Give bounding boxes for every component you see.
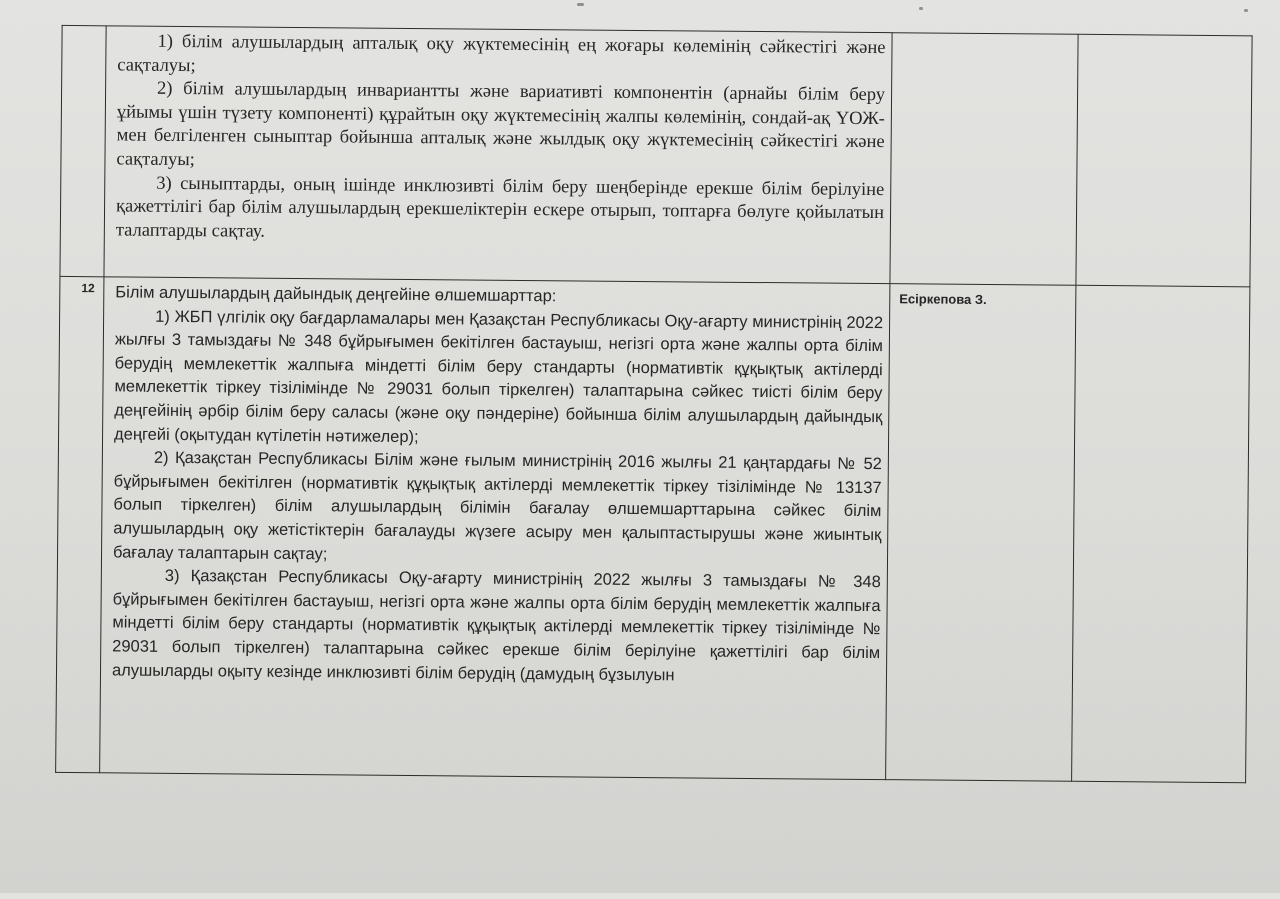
row-number — [63, 26, 106, 30]
row-number-cell — [56, 276, 104, 772]
empty-cell — [1072, 285, 1250, 782]
criteria-paragraph: 3) сыныптарды, оның ішінде инклюзивті білім беру шеңберінде ерекше білім берілуіне қажеттілігі бар білім алушылардың ерекшеліктерін ескере отырып, топтарға бөлуге қойылатын талаптарды сақтау. — [115, 173, 885, 242]
responsible-cell — [890, 33, 1078, 286]
row-number-cell — [60, 25, 106, 276]
criteria-paragraph: 3) Қазақстан Республикасы Оқу-ағарту министрінің 2022 жылғы 3 тамыздағы № 348 бұйрығымен бекітілген бастауыш, негізгі орта және жалпы орта білім берудің мемлекеттік жалпыға міндетті білім беру стандарты (нормативтік құқықтық актілерді мемлекеттік тіркеу тізілімінде № 29031 болып тіркелген) талаптарына сәйкес ерекше білім берілуіне қажеттілігі бар білім алушыларды оқыту кезінде инклюзивті білім берудің (дамудың бұзылуын — [111, 566, 881, 684]
requirements-table — [55, 25, 1252, 783]
responsible-cell — [886, 284, 1076, 782]
table-row — [56, 276, 1250, 782]
table-row — [60, 25, 1252, 286]
row-number: 12 — [81, 281, 95, 296]
criteria-paragraph: 2) Қазақстан Республикасы Білім және ғылым министрінің 2016 жылғы 21 қаңтардағы № 52 бұйрығымен бекітілген (нормативтік құқықтық актілерді мемлекеттік тіркеу тізілімінде № 13137 болып тіркелген) білім алушылардың білімін бағалау өлшемшарттарына сәйкес білім алушылардың оқу жетістіктерін бағалауды жүзеге асыру мен қалыптастырушы және жиынтық бағалау талаптарын сақтау; — [112, 448, 882, 563]
criteria-paragraph: 1) ЖБП үлгілік оқу бағдарламалары мен Қазақстан Республикасы Оқу-ағарту министрінің 2022 жылғы 3 тамыздағы № 348 бұйрығымен бекітілген бастауыш, негізгі орта және жалпы орта білім берудің мемлекеттік жалпыға міндетті білім беру стандарты (нормативтік құқықтық актілерді мемлекеттік тіркеу тізілімінде № 29031 болып тіркелген) талаптарына сәйкес тиісті білім беру деңгейінің әрбір білім беру саласы (және оқу пәндеріне) бойынша білім алушылардың дайындық деңгейі (оқытудан күтілетін нәтижелер); — [114, 307, 884, 446]
criteria-paragraph: 2) білім алушылардың инвариантты және вариативті компонентін (арнайы білім беру ұйымы үшін түзету компоненті) құрайтын оқу жүктемесінің жалпы көлемінің, сондай-ақ ҮОЖ-мен белгіленген сыныптар бойынша апталық және жылдық оқу жүктемесінің сәйкестігі және сақталуы; — [116, 78, 886, 171]
criteria-heading: Білім алушылардың дайындық деңгейіне өлшемшарттар: — [115, 283, 557, 306]
responsible-name: Есіркепова З. — [899, 291, 987, 308]
responsible-name — [893, 33, 1078, 42]
criteria-paragraph: 1) білім алушылардың апталық оқу жүктемесінің ең жоғары көлемінің сәйкестігі және сақталуы; — [117, 31, 886, 76]
empty-cell — [1076, 34, 1252, 287]
criteria-cell — [100, 277, 890, 780]
criteria-cell — [104, 26, 892, 284]
